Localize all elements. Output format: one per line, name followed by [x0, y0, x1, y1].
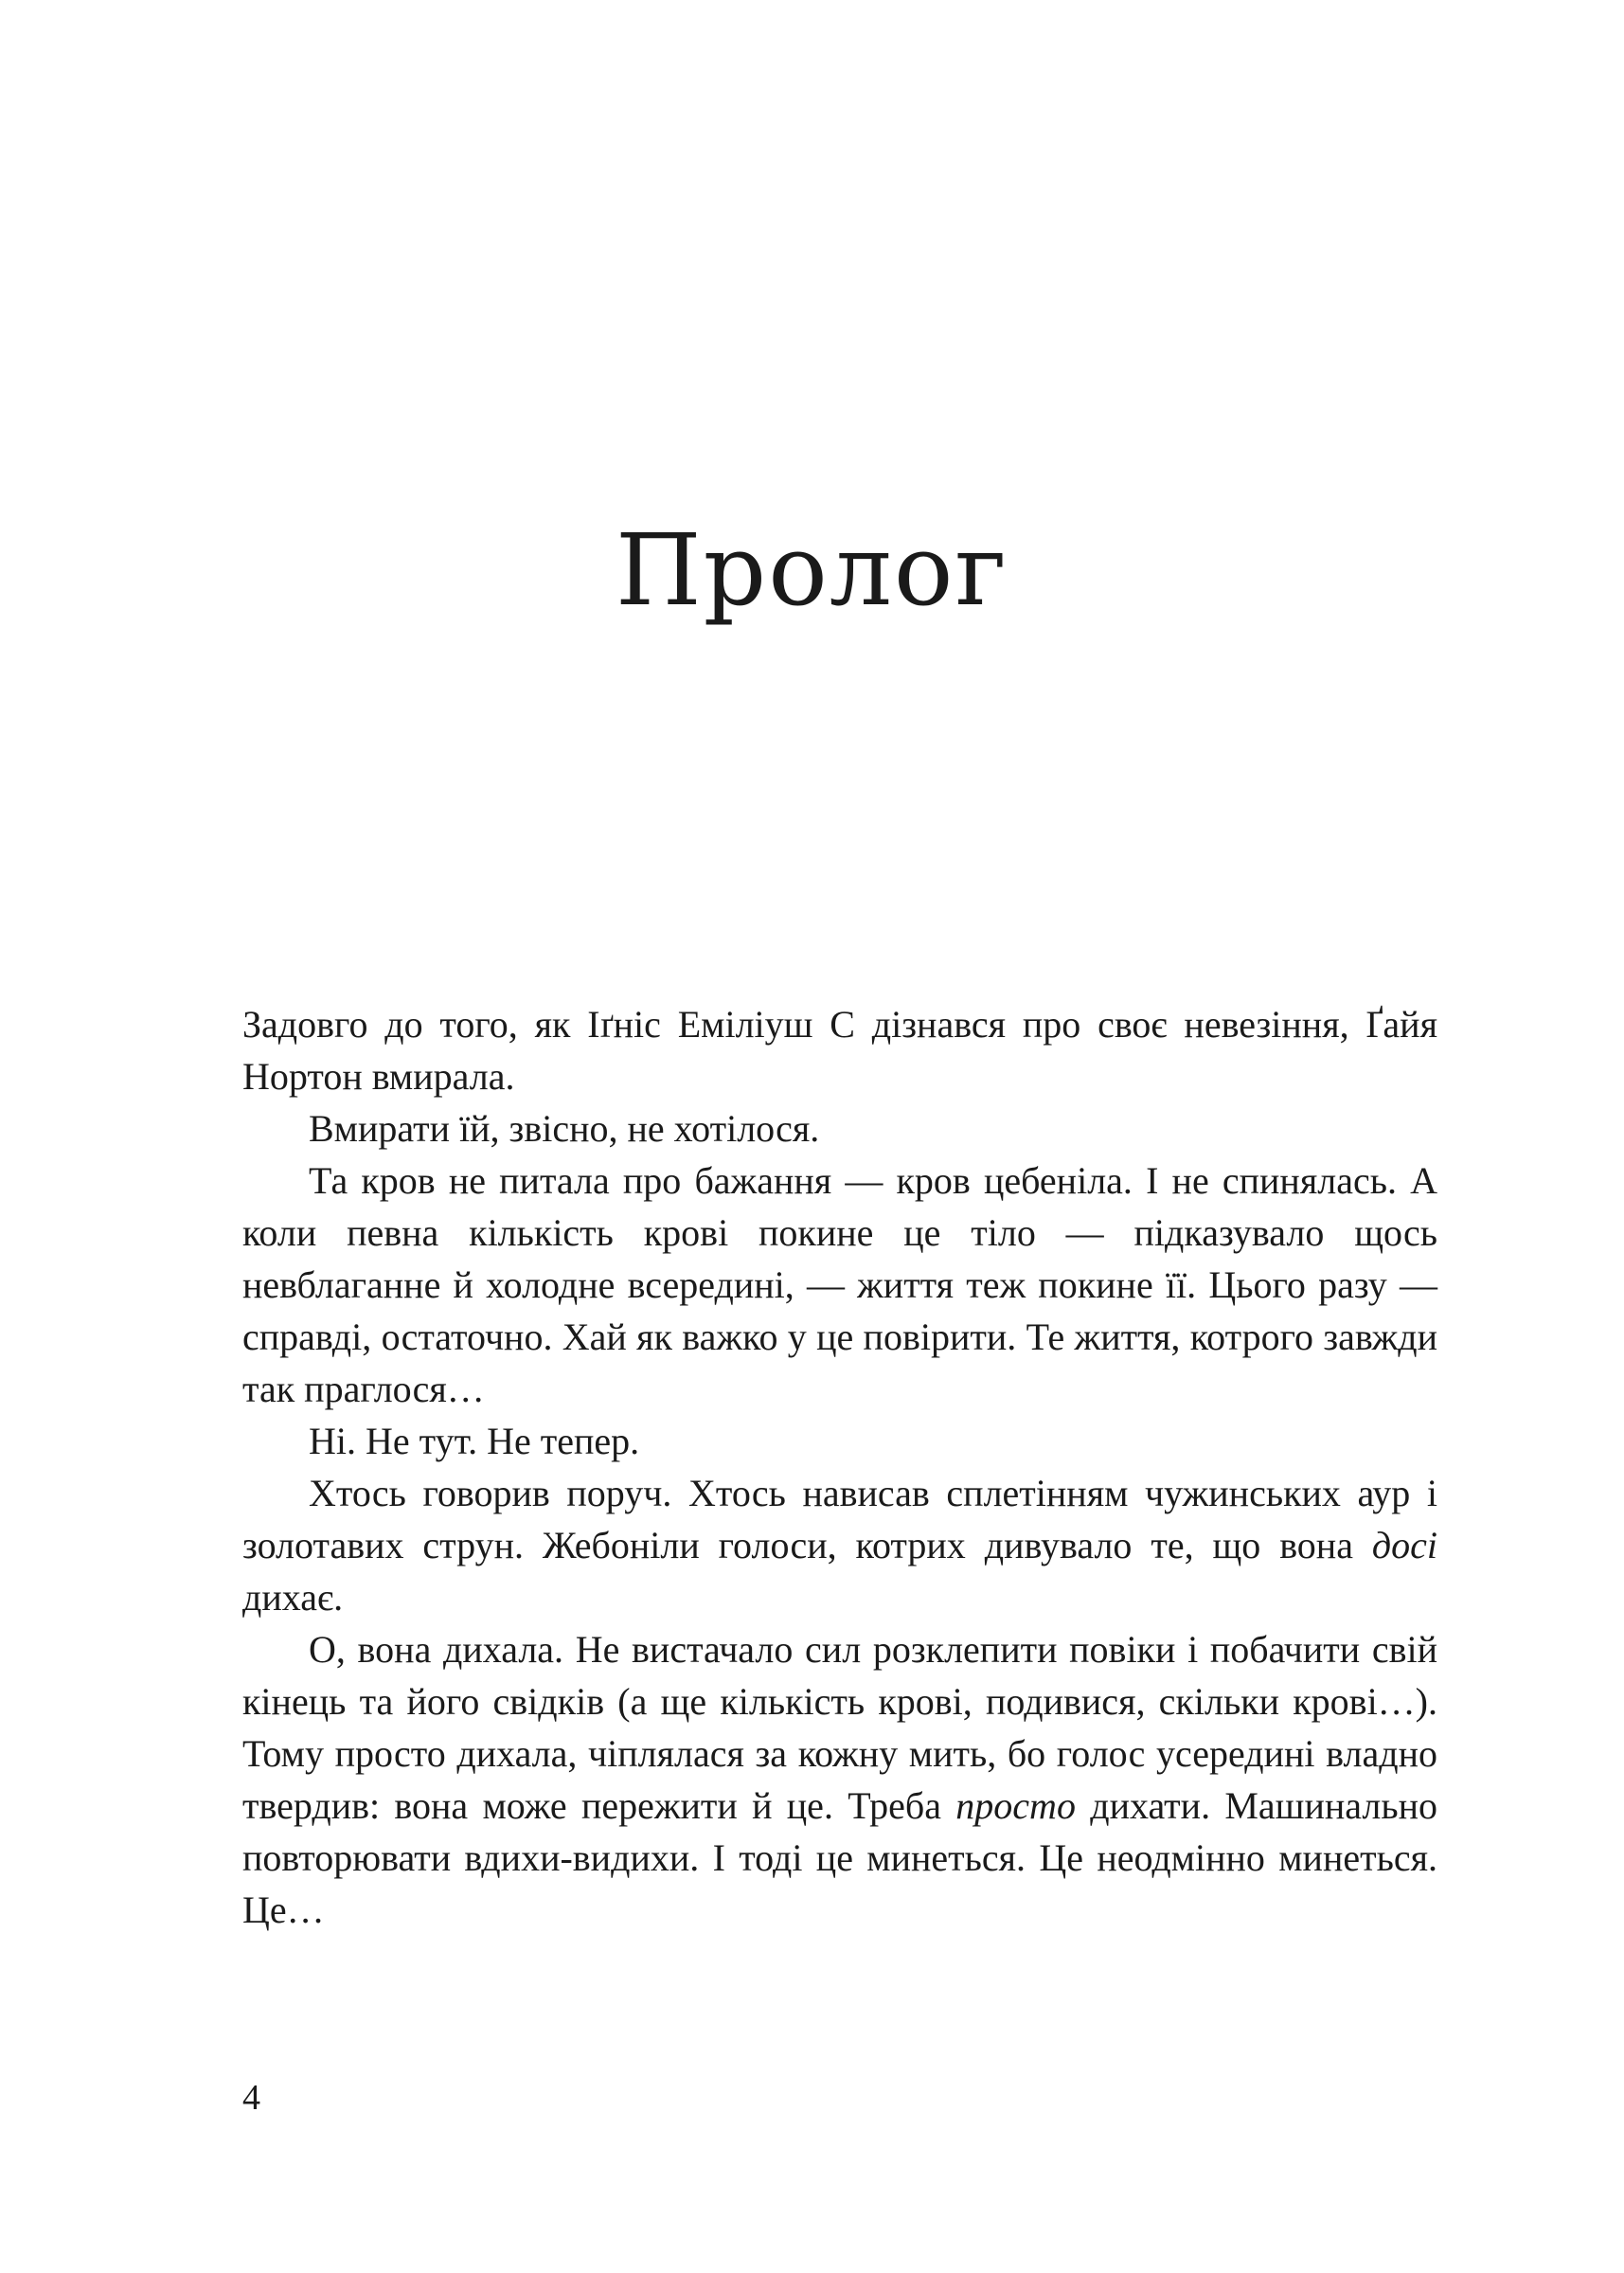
page-number: 4 — [242, 2078, 260, 2118]
paragraph-text: дихати. Машинально повторювати вдихи-видихи. І тоді це минеться. Це неодмінно минеться. Це… — [242, 1784, 1438, 1931]
paragraph-text: Хтось говорив поруч. Хтось нависав сплетінням чужинських аур і золотавих струн. Жебоніли голоси, котрих дивувало те, що вона — [242, 1472, 1437, 1566]
paragraph: Та кров не питала про бажання — кров цебеніла. І не спинялась. А коли певна кількість крові покине це тіло — підказувало щось невблаганне й холодне всередині, — життя теж покине її. Цього разу — справді, остаточно. Хай як важко у це повірити. Те життя, котрого завжди так праглося… — [242, 1159, 1437, 1410]
chapter-title: Пролог — [615, 512, 1009, 628]
paragraph: Задовго до того, як Іґніс Еміліуш С дізнався про своє невезіння, Ґайя Нортон вмирала. — [242, 1003, 1437, 1098]
paragraph — [242, 1467, 1437, 1623]
paragraph-text: О, вона дихала. Не вистачало сил розклепити повіки і побачити свій кінець та його свідків (а ще кількість крові, подивися, скільки крові…). Тому просто дихала, чіплялася за кожну мить, бо голос усередині владно твердив: вона може пережити й це. Треба — [242, 1628, 1437, 1827]
paragraph: Ні. Не тут. Не тепер. — [309, 1420, 640, 1462]
paragraph-text: дихає. — [242, 1576, 344, 1619]
emphasis-text: досі — [1371, 1524, 1437, 1566]
paragraph: Вмирати їй, звісно, не хотілося. — [309, 1107, 820, 1150]
paragraph — [242, 1623, 1437, 1936]
body-text — [242, 998, 1437, 1936]
emphasis-text: просто — [955, 1784, 1076, 1827]
